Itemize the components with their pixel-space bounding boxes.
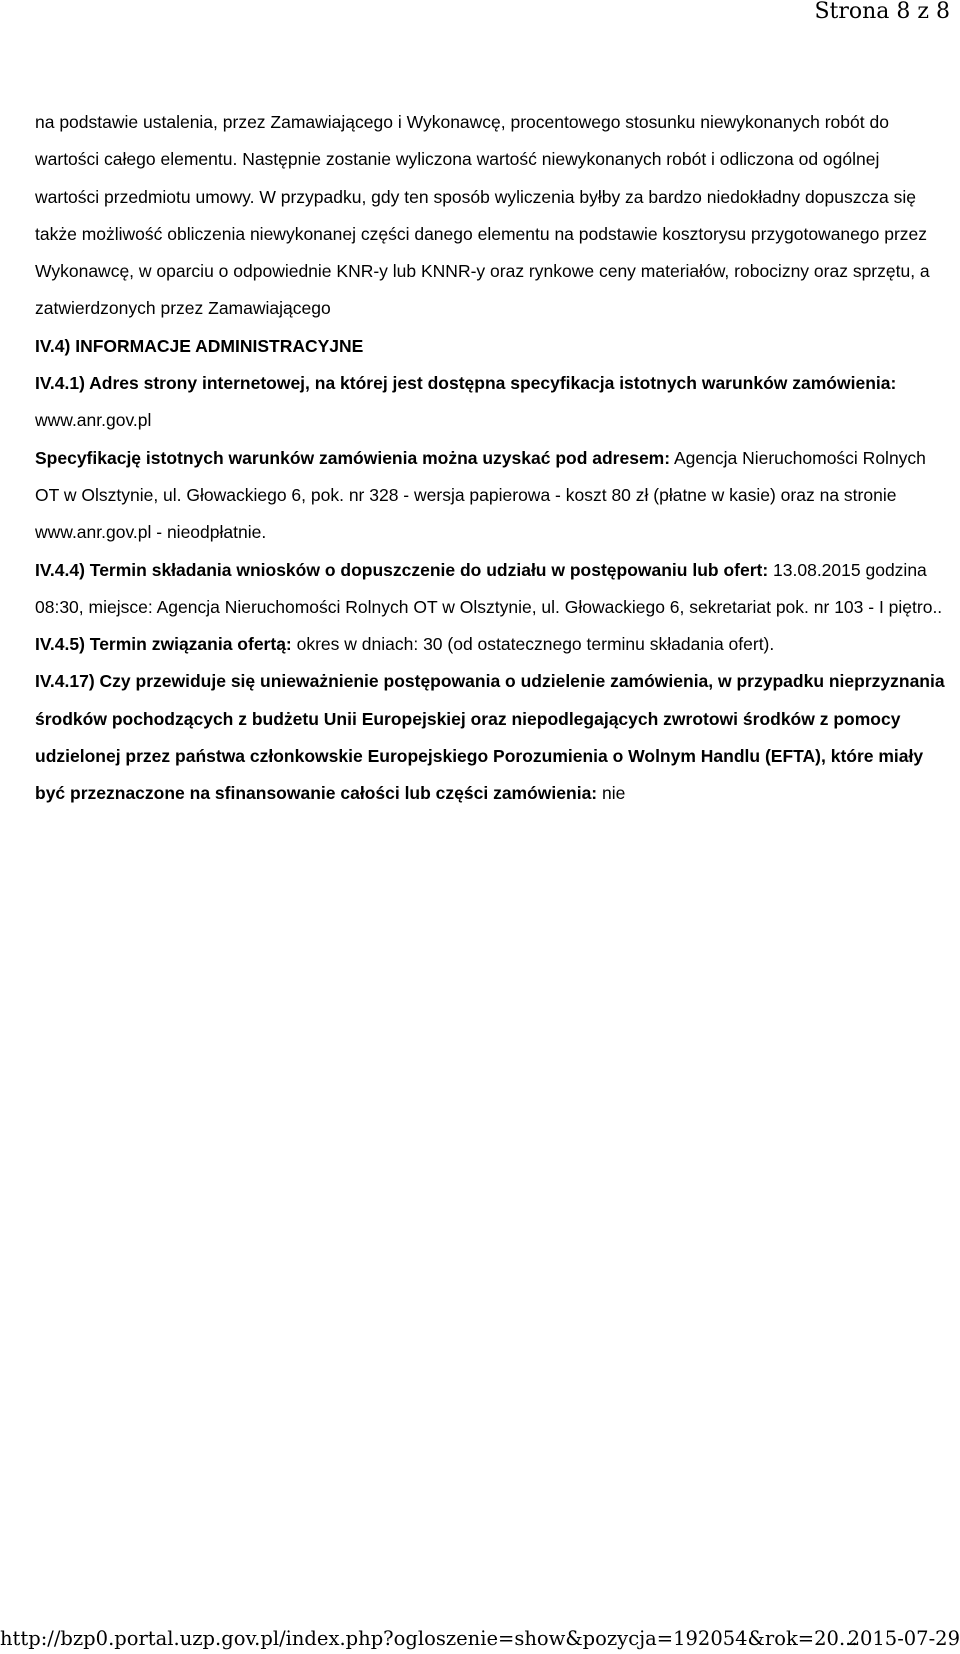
binding-period-entry	[35, 626, 947, 663]
annulment-value: nie	[602, 783, 626, 804]
intro-paragraph: na podstawie ustalenia, przez Zamawiającego i Wykonawcę, procentowego stosunku niewykonanych robót do wartości całego elementu. Następnie zostanie wyliczona wartość niewykonanych robót i odliczona od ogólnej wartości przedmiotu umowy. W przypadku, gdy ten sposób wyliczenia byłby za bardzo niedokładny dopuszcza się także możliwość obliczenia niewykonanej części danego elementu na podstawie kosztorysu przygotowanego przez Wykonawcę, w oparciu o odpowiednie KNR-y lub KNNR-y oraz rynkowe ceny materiałów, robocizny oraz sprzętu, a zatwierdzonych przez Zamawiającego	[35, 112, 930, 319]
deadline-label: IV.4.4) Termin składania wniosków o dopuszczenie do udziału w postępowaniu lub ofert:	[35, 559, 769, 580]
specification-value: Agencja Nieruchomości Rolnych OT w Olsztynie, ul. Głowackiego 6, pok. nr 328 - wersja papierowa - koszt 80 zł (płatne w kasie) oraz na stronie www.anr.gov.pl - nieodpłatnie.	[35, 447, 926, 543]
page-number-header: Strona 8 z 8	[814, 0, 950, 24]
specification-label: Specyfikację istotnych warunków zamówienia można uzyskać pod adresem:	[35, 447, 671, 468]
annulment-label: IV.4.17) Czy przewiduje się unieważnienie postępowania o udzielenie zamówienia, w przypadku nieprzyznania środków pochodzących z budżetu Unii Europejskiej oraz niepodlegających zwrotowi środków z pomocy udzielonej przez państwa członkowskie Europejskiego Porozumienia o Wolnym Handlu (EFTA), które miały być przeznaczone na sfinansowanie całości lub części zamówienia:	[35, 671, 945, 804]
website-entry	[35, 365, 947, 440]
page-footer	[0, 1626, 960, 1652]
website-value: www.anr.gov.pl	[35, 410, 152, 431]
deadline-entry	[35, 552, 947, 627]
binding-period-value: okres w dniach: 30 (od ostatecznego terminu składania ofert).	[296, 634, 775, 655]
footer-url[interactable]: http://bzp0.portal.uzp.gov.pl/index.php?ogloszenie=show&pozycja=192054&rok=20...	[0, 1627, 858, 1650]
binding-period-label: IV.4.5) Termin związania ofertą:	[35, 634, 292, 655]
specification-entry	[35, 440, 947, 552]
annulment-entry	[35, 663, 947, 812]
website-label: IV.4.1) Adres strony internetowej, na której jest dostępna specyfikacja istotnych warunków zamówienia:	[35, 373, 897, 394]
document-body	[35, 104, 947, 813]
deadline-value: 13.08.2015 godzina 08:30, miejsce: Agencja Nieruchomości Rolnych OT w Olsztynie, ul. Głowackiego 6, sekretariat pok. nr 103 - I piętro..	[35, 559, 943, 617]
section-heading: IV.4) INFORMACJE ADMINISTRACYJNE	[35, 335, 364, 356]
footer-date: 2015-07-29	[847, 1627, 960, 1650]
